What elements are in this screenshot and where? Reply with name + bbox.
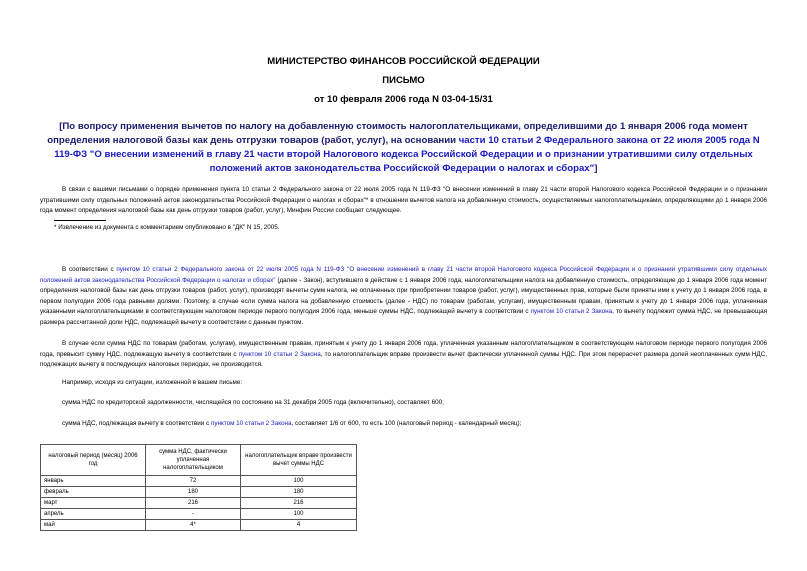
p1-text-1: В соответствии с: [62, 266, 117, 273]
ministry-heading: МИНИСТЕРСТВО ФИНАНСОВ РОССИЙСКОЙ ФЕДЕРАЦИИ: [267, 56, 540, 67]
table-header-cell: налоговый период (месяц) 2006 год: [41, 445, 146, 476]
table-cell: 4: [241, 520, 357, 531]
footnote-divider: [54, 220, 106, 221]
table-cell: апрель: [41, 509, 146, 520]
doc-type-heading: ПИСЬМО: [382, 75, 425, 86]
table-row: [41, 487, 357, 498]
paragraph-1: [40, 265, 767, 329]
p2-article-link[interactable]: пунктом 10 статьи 2 Закона: [238, 350, 321, 358]
date-number-heading: от 10 февраля 2006 года N 03-04-15/31: [314, 94, 493, 105]
title-text: [По вопросу применения вычетов по налогу на добавленную стоимость налогоплательщиками, определившими до 1 января 2006 года момент определения налоговой базы как день отгрузки товаров (работ, услуг), на основании: [47, 121, 748, 146]
p1-law-link[interactable]: пунктом 10 статьи 2 Федерального закона от 22 июля 2005 года N 119-ФЗ "О внесении изменений в главу 21 части второй Налогового кодекса Российской Федерации и о признании утратившими силу отдельных положений актов законодательства Российской Федерации о налогах и сборах": [40, 266, 767, 284]
table-cell: январь: [41, 476, 146, 487]
footnote: * Извлечение из документа с комментарием опубликовано в "ДК" N 15, 2005.: [54, 224, 280, 231]
title-text-end: ]: [594, 163, 598, 174]
table-cell: -: [146, 509, 241, 520]
paragraph-2: [40, 339, 767, 371]
table-row: [41, 520, 357, 531]
table-cell: 216: [241, 498, 357, 509]
line2-article-link[interactable]: пунктом 10 статьи 2 Закона: [210, 420, 292, 427]
document-title: [40, 120, 767, 176]
table-row: [41, 498, 357, 509]
table-row: [41, 509, 357, 520]
line2-text-2: , составляет 1/6 от 600, то есть 100 (налоговый период - календарный месяц);: [291, 420, 522, 427]
table-cell: 100: [241, 476, 357, 487]
table-cell: 180: [146, 487, 241, 498]
table-header-cell: налогоплательщик вправе произвести вычет суммы НДС: [241, 445, 357, 476]
table-cell: 216: [146, 498, 241, 509]
p1-article-link[interactable]: пунктом 10 статьи 2 Закона: [530, 308, 613, 316]
example-line-1: сумма НДС по кредиторской задолженности, числящейся по состоянию на 31 декабря 2005 года (включительно), составляет 600;: [62, 399, 444, 406]
example-intro: Например, исходя из ситуации, изложенной в вашем письме:: [62, 379, 243, 386]
table-cell: 4*: [146, 520, 241, 531]
table-cell: 72: [146, 476, 241, 487]
p1-text-2: (далее - Закон), вступившего в действие с 1 января 2006 года, налогоплательщики налога на добавленную стоимость, определяющие до 1 января 2006 года момент определения налоговой базы как день отгрузки товаров (работ, услуг), производят вычеты сумм налога, не оплаченных при приобретении товаров (работ, услуг), имущественных прав, которые были приняты ими к учету до 1 января 2006 года, в первом полугодии 2006 года равными долями. Поэтому, в случае если сумма налога на добавленную стоимость (далее - НДС) по товарам (работам, услугам), имущественным правам, принятым к учету до 1 января 2006 года, уплаченная указанными налогоплательщиками в соответствующем налоговом периоде первого полугодия 2006 года, меньше суммы НДС, подлежащей вычету в соответствии с: [40, 276, 767, 316]
p2-text-2: , то налогоплательщик вправе произвести вычет фактически уплаченной суммы НДС. При этом перерасчет размера долей неоплаченных сумм НДС, подлежащих вычету в последующих налоговых периодах, не производится.: [40, 350, 767, 369]
line2-text-1: сумма НДС, подлежащая вычету в соответствии с: [62, 420, 211, 427]
table-cell: февраль: [41, 487, 146, 498]
title-law-link[interactable]: части 10 статьи 2 Федерального закона от 22 июля 2005 года N 119-ФЗ "О внесении изменений в главу 21 части второй Налогового кодекса Российской Федерации и о признании утратившими силу отдельных положений актов законодательства Российской Федерации о налогах и сборах": [54, 135, 760, 174]
intro-paragraph: В связи с вашими письмами о порядке применения пункта 10 статьи 2 Федерального закона от 22 июля 2005 года N 119-ФЗ "О внесении изменений в главу 21 части второй Налогового кодекса Российской Федерации и о признании утратившими силу отдельных положений актов законодательства Российской Федерации о налогах и сборах"* в отношении вычетов налога на добавленную стоимость, осуществляемых налогоплательщиками, определяющими до 1 января 2006 года момент определения налоговой базы как день отгрузки товаров (работ, услуг), Минфин России сообщает следующее.: [40, 186, 767, 215]
deduction-table: [40, 444, 357, 531]
table-cell: март: [41, 498, 146, 509]
table-cell: 100: [241, 509, 357, 520]
table-header-cell: сумма НДС, фактически уплаченная налогоплательщиком: [146, 445, 241, 476]
table-cell: 180: [241, 487, 357, 498]
p1-text-3: , то вычету подлежит сумма НДС, не превышающая размера рассчитанной доли НДС, подлежащей вычету в соответствии с данным пунктом.: [40, 308, 767, 326]
table-header-row: [41, 445, 357, 476]
example-line-2: [62, 419, 762, 430]
p2-text-1: В случае если сумма НДС по товарам (работам, услугам), имущественным правам, принятым к учету до 1 января 2006 года, уплаченная указанным налогоплательщиком в соответствующем налоговом периоде первого полугодия 2006 года, превысит сумму НДС, подлежащую вычету в соответствии с: [40, 340, 767, 358]
table-cell: май: [41, 520, 146, 531]
table-row: [41, 476, 357, 487]
